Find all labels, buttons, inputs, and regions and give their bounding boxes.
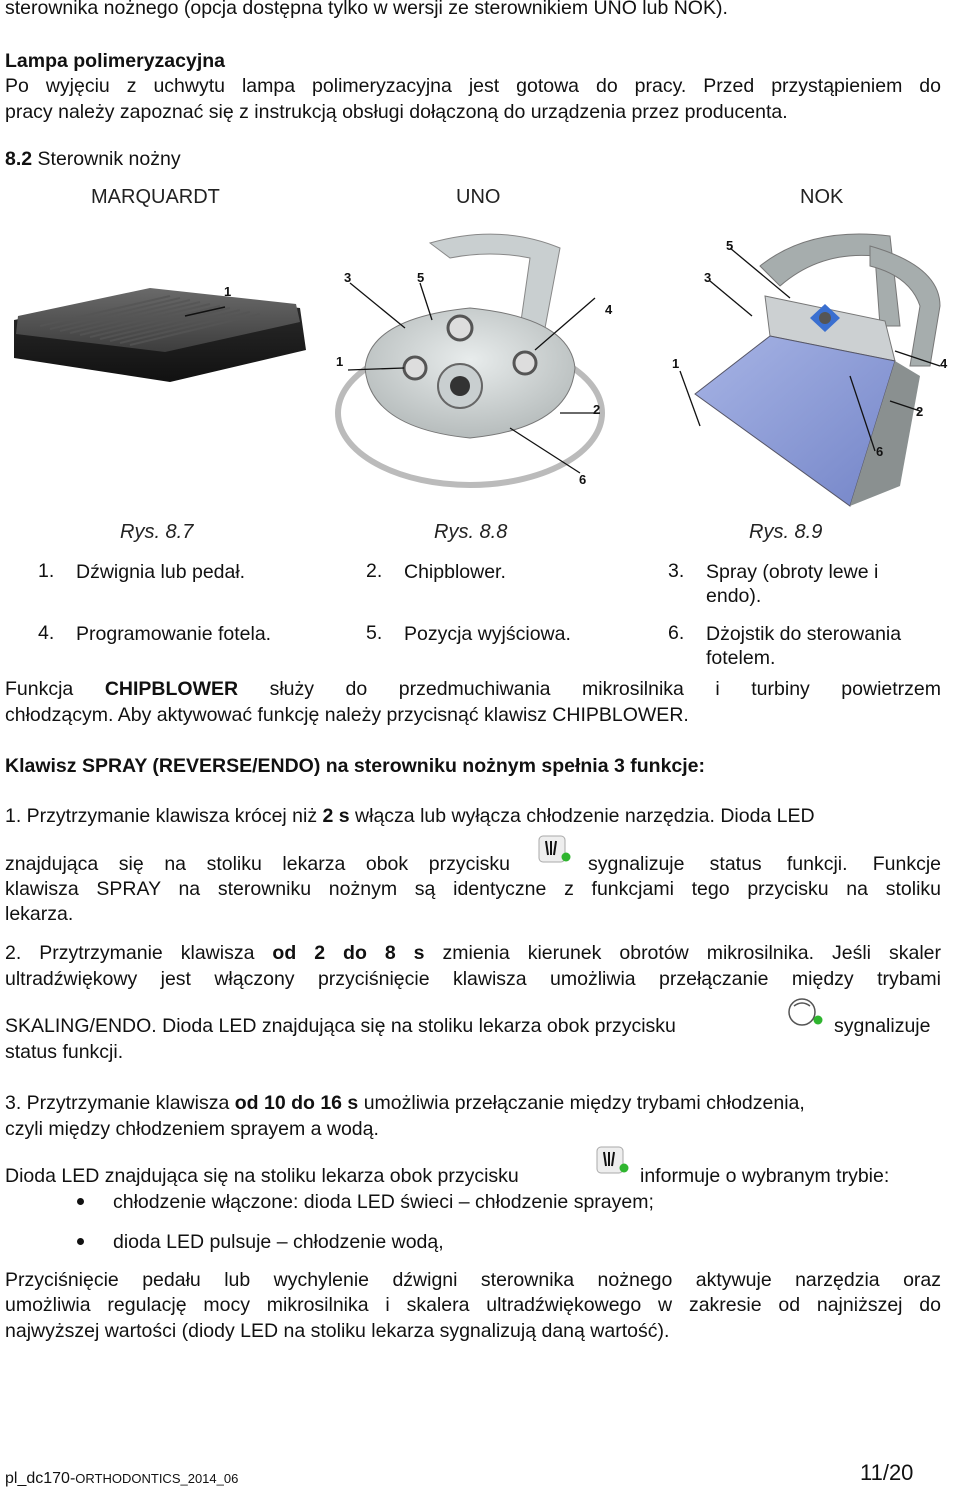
legend-num-1: 1. xyxy=(38,560,55,582)
f1-a: 1. Przytrzymanie klawisza krócej niż xyxy=(5,805,323,827)
nok-callout-5: 5 xyxy=(726,238,734,253)
section-number: 8.2 xyxy=(5,148,33,170)
f2-line-2: ultradźwiękowy jest włączony przyciśnięcie klawisza umożliwia przełączanie między trybami xyxy=(5,968,941,990)
nok-callout-2: 2 xyxy=(916,404,924,419)
pedal-line-1: Przyciśnięcie pedału lub wychylenie dźwigni sterownika nożnego aktywuje narzędzia oraz xyxy=(5,1269,941,1291)
led-bullet-1: chłodzenie włączone: dioda LED świeci – chłodzenie sprayem; xyxy=(113,1191,654,1213)
header-uno: UNO xyxy=(456,186,501,208)
chip-line-1 xyxy=(5,677,941,702)
intro-line: sterownika nożnego (opcja dostępna tylko w wersji ze sterownikiem UNO lub NOK). xyxy=(5,0,728,19)
footer-doc-suffix: ORTHODONTICS_2014_06 xyxy=(75,1471,239,1486)
f2-line-3a: SKALING/ENDO. Dioda LED znajdująca się na stoliku lekarza obok przycisku xyxy=(5,1015,676,1037)
legend-item-2: Chipblower. xyxy=(404,561,506,583)
f3-c: umożliwia przełączanie między trybami chłodzenia, xyxy=(358,1092,805,1114)
uno-button-5 xyxy=(448,316,472,340)
legend-item-6b: fotelem. xyxy=(706,647,776,669)
f1-line-2b: sygnalizuje status funkcji. Funkcje xyxy=(588,853,941,875)
uno-joystick-center xyxy=(450,376,470,396)
lamp-line-1: Po wyjęciu z uchwytu lampa polimeryzacyjna jest gotowa do pracy. Przed przystąpieniem do xyxy=(5,75,941,97)
section-title: Sterownik nożny xyxy=(32,148,181,170)
chip-keyword: CHIPBLOWER xyxy=(104,678,239,700)
uno-callout-3: 3 xyxy=(344,270,352,285)
spray-button-icon xyxy=(538,835,572,869)
nok-joystick-center xyxy=(819,312,831,324)
uno-callout-5: 5 xyxy=(417,270,425,285)
chip-rest: służy do przedmuchiwania mikrosilnika i turbiny powietrzem xyxy=(269,678,942,700)
f3-line-1 xyxy=(5,1091,805,1116)
f3-line-2: czyli między chłodzeniem sprayem a wodą. xyxy=(5,1118,379,1140)
bullet-dot xyxy=(77,1198,84,1205)
header-nok: NOK xyxy=(800,186,844,208)
uno-callout-6: 6 xyxy=(579,472,587,487)
f2-a: 2. Przytrzymanie klawisza xyxy=(5,942,255,964)
uno-callout-1: 1 xyxy=(336,354,344,369)
legend-item-3b: endo). xyxy=(706,585,762,607)
legend-item-1: Dźwignia lub pedał. xyxy=(76,561,246,583)
f1-line-3: klawisza SPRAY na sterowniku nożnym są identyczne z funkcjami tego przycisku na stoliku xyxy=(5,878,941,900)
legend-num-3: 3. xyxy=(668,560,685,582)
caption-8-9: Rys. 8.9 xyxy=(749,521,823,543)
lamp-line-2: pracy należy zapoznać się z instrukcją obsługi dołączoną do urządzenia przez producenta. xyxy=(5,101,788,123)
f2-line-3b: sygnalizuje xyxy=(834,1015,931,1037)
chip-line-2: chłodzącym. Aby aktywować funkcję należy przycisnąć klawisz CHIPBLOWER. xyxy=(5,704,689,726)
uno-callout-4: 4 xyxy=(605,302,613,317)
chip-word-funkcja: Funkcja xyxy=(5,678,74,700)
uno-callout-2: 2 xyxy=(593,402,601,417)
pedal-line-3: najwyższej wartości (diody LED na stoliku lekarza sygnalizują daną wartość). xyxy=(5,1320,670,1342)
legend-item-4: Programowanie fotela. xyxy=(76,623,272,645)
legend-num-2: 2. xyxy=(366,560,383,582)
legend-num-4: 4. xyxy=(38,622,55,644)
uno-button-4 xyxy=(514,352,536,374)
lamp-title: Lampa polimeryzacyjna xyxy=(5,50,226,72)
header-marquardt: MARQUARDT xyxy=(91,186,220,208)
callout-1: 1 xyxy=(224,284,232,299)
legend-num-5: 5. xyxy=(366,622,383,644)
spray-heading: Klawisz SPRAY (REVERSE/ENDO) na sterowniku nożnym spełnia 3 funkcje: xyxy=(5,755,706,777)
f2-line-4: status funkcji. xyxy=(5,1041,124,1063)
footer-doc-id xyxy=(5,1466,238,1491)
uno-controller-figure xyxy=(320,228,620,493)
f2-time: od 2 do 8 s xyxy=(272,942,425,964)
nok-controller-figure xyxy=(640,226,960,516)
nok-callout-3: 3 xyxy=(704,270,712,285)
f2-c: zmienia kierunek obrotów mikrosilnika. Jeśli skaler xyxy=(442,942,941,964)
f1-line-4: lekarza. xyxy=(5,903,74,925)
caption-8-8: Rys. 8.8 xyxy=(434,521,508,543)
spray-button-icon-2 xyxy=(596,1146,630,1180)
nok-callout-4: 4 xyxy=(940,356,948,371)
legend-item-5: Pozycja wyjściowa. xyxy=(404,623,571,645)
f3-time: od 10 do 16 s xyxy=(234,1092,359,1114)
f3-a: 3. Przytrzymanie klawisza xyxy=(5,1092,235,1114)
uno-button-1 xyxy=(404,357,426,379)
section-heading xyxy=(5,147,181,172)
led-bullet-2: dioda LED pulsuje – chłodzenie wodą, xyxy=(113,1231,444,1253)
f1-line-1 xyxy=(5,804,815,829)
page-number: 11/20 xyxy=(860,1460,914,1485)
legend-item-6a: Dżojstik do sterowania xyxy=(706,623,902,645)
legend-num-6: 6. xyxy=(668,622,685,644)
f1-line-2a: znajdująca się na stoliku lekarza obok przycisku xyxy=(5,853,510,875)
legend-item-3a: Spray (obroty lewe i xyxy=(706,561,879,583)
led-line-b: informuje o wybranym trybie: xyxy=(640,1165,890,1187)
bullet-dot xyxy=(77,1238,84,1245)
pedal-line-2: umożliwia regulację mocy mikrosilnika i skalera ultradźwiękowego w zakresie od najniższej do xyxy=(5,1294,941,1316)
footer-doc-prefix: pl_dc170- xyxy=(5,1470,76,1487)
f1-time: 2 s xyxy=(322,805,350,827)
nok-callout-6: 6 xyxy=(876,444,884,459)
f1-c: włącza lub wyłącza chłodzenie narzędzia. Dioda LED xyxy=(349,805,815,827)
nok-callout-1: 1 xyxy=(672,356,680,371)
marquardt-pedal-figure xyxy=(0,230,320,410)
f2-line-1 xyxy=(5,941,941,966)
caption-8-7: Rys. 8.7 xyxy=(120,521,194,543)
led-line-a: Dioda LED znajdująca się na stoliku lekarza obok przycisku xyxy=(5,1165,519,1187)
scaler-button-icon xyxy=(786,996,826,1032)
